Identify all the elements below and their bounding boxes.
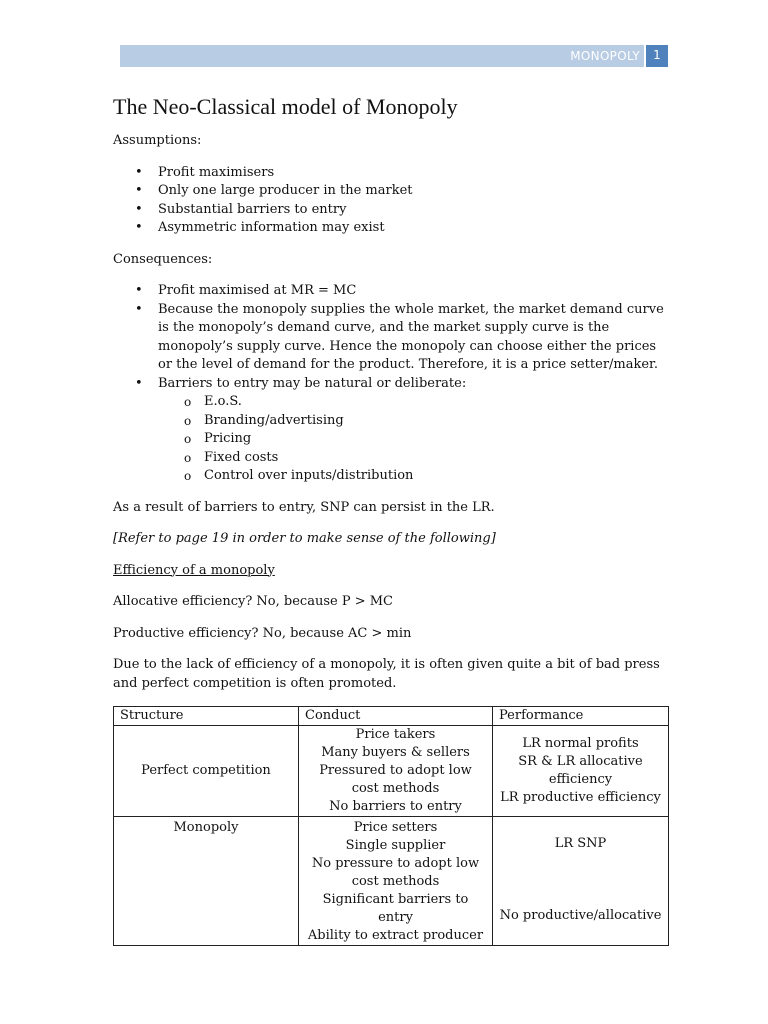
cell-line: Price takers bbox=[355, 727, 436, 742]
cell-line: No barriers to entry bbox=[329, 799, 462, 814]
list-item: • Because the monopoly supplies the whole market, the market demand curve is the monopoly’s demand curve, and the market supply curve is the monopoly’s supply curve. Hence the monopoly can choose either the prices or the level of demand for the product. Therefore, it is a price setter/maker. bbox=[113, 301, 673, 375]
sub-list-item: o Control over inputs/distribution bbox=[113, 467, 673, 486]
refer-note: [Refer to page 19 in order to make sense of the following] bbox=[113, 531, 496, 546]
cell-line: LR SNP bbox=[554, 836, 607, 851]
table-row bbox=[114, 726, 669, 817]
cell-line: LR normal profits bbox=[522, 736, 639, 751]
list-item: • Profit maximisers bbox=[113, 164, 673, 183]
consequences-list bbox=[113, 282, 673, 486]
header-label: MONOPOLY bbox=[570, 49, 640, 63]
list-item: • Only one large producer in the market bbox=[113, 182, 673, 201]
running-header bbox=[120, 45, 668, 67]
cell-line: Significant barriers to entry bbox=[322, 892, 469, 925]
cell-line: Single supplier bbox=[345, 838, 446, 853]
header-conduct: Conduct bbox=[299, 707, 493, 726]
barriers-sublist bbox=[158, 393, 673, 486]
sub-list-item: o Pricing bbox=[113, 430, 673, 449]
cell-structure: Perfect competition bbox=[114, 726, 299, 817]
productive-paragraph: Productive efficiency? No, because AC > min bbox=[113, 625, 412, 641]
sub-list-item: o Branding/advertising bbox=[113, 412, 673, 431]
page-title: The Neo-Classical model of Monopoly bbox=[113, 94, 458, 119]
list-item: • Substantial barriers to entry bbox=[113, 201, 673, 220]
document-body bbox=[113, 92, 673, 946]
cell-conduct bbox=[299, 817, 493, 946]
cell-performance bbox=[493, 817, 669, 946]
cell-line: Ability to extract producer bbox=[307, 928, 484, 943]
cell-conduct bbox=[299, 726, 493, 817]
cell-line: Many buyers & sellers bbox=[321, 745, 470, 760]
cell-line: SR & LR allocative efficiency bbox=[518, 754, 643, 787]
cell-line: Pressured to adopt low cost methods bbox=[319, 763, 472, 796]
cell-structure: Monopoly bbox=[114, 817, 299, 946]
consequences-heading: Consequences: bbox=[113, 251, 213, 267]
comparison-table bbox=[113, 706, 669, 946]
page-number: 1 bbox=[644, 45, 668, 67]
assumptions-list bbox=[113, 164, 673, 238]
assumptions-heading: Assumptions: bbox=[113, 133, 202, 148]
summary-paragraph: Due to the lack of efficiency of a monopoly, it is often given quite a bit of bad press and perfect competition is often promoted. bbox=[113, 657, 660, 691]
sub-list-item: o E.o.S. bbox=[113, 393, 673, 412]
cell-line: No productive/allocative bbox=[499, 908, 662, 923]
cell-line: Price setters bbox=[353, 820, 438, 835]
table-row bbox=[114, 817, 669, 946]
cell-line: No pressure to adopt low cost methods bbox=[311, 856, 480, 889]
header-structure: Structure bbox=[114, 707, 299, 726]
barriers-text: Barriers to entry may be natural or deliberate: bbox=[158, 375, 467, 391]
cell-line: LR productive efficiency bbox=[500, 790, 661, 805]
list-item: • Profit maximised at MR = MC bbox=[113, 282, 673, 301]
sub-list-item: o Fixed costs bbox=[113, 449, 673, 468]
cell-performance bbox=[493, 726, 669, 817]
allocative-paragraph: Allocative efficiency? No, because P > MC bbox=[113, 594, 393, 609]
header-performance: Performance bbox=[493, 707, 669, 726]
result-paragraph: As a result of barriers to entry, SNP can persist in the LR. bbox=[113, 499, 495, 515]
efficiency-heading: Efficiency of a monopoly bbox=[113, 562, 275, 578]
list-item: • Asymmetric information may exist bbox=[113, 219, 673, 238]
list-item bbox=[113, 375, 673, 486]
table-header-row bbox=[114, 707, 669, 726]
